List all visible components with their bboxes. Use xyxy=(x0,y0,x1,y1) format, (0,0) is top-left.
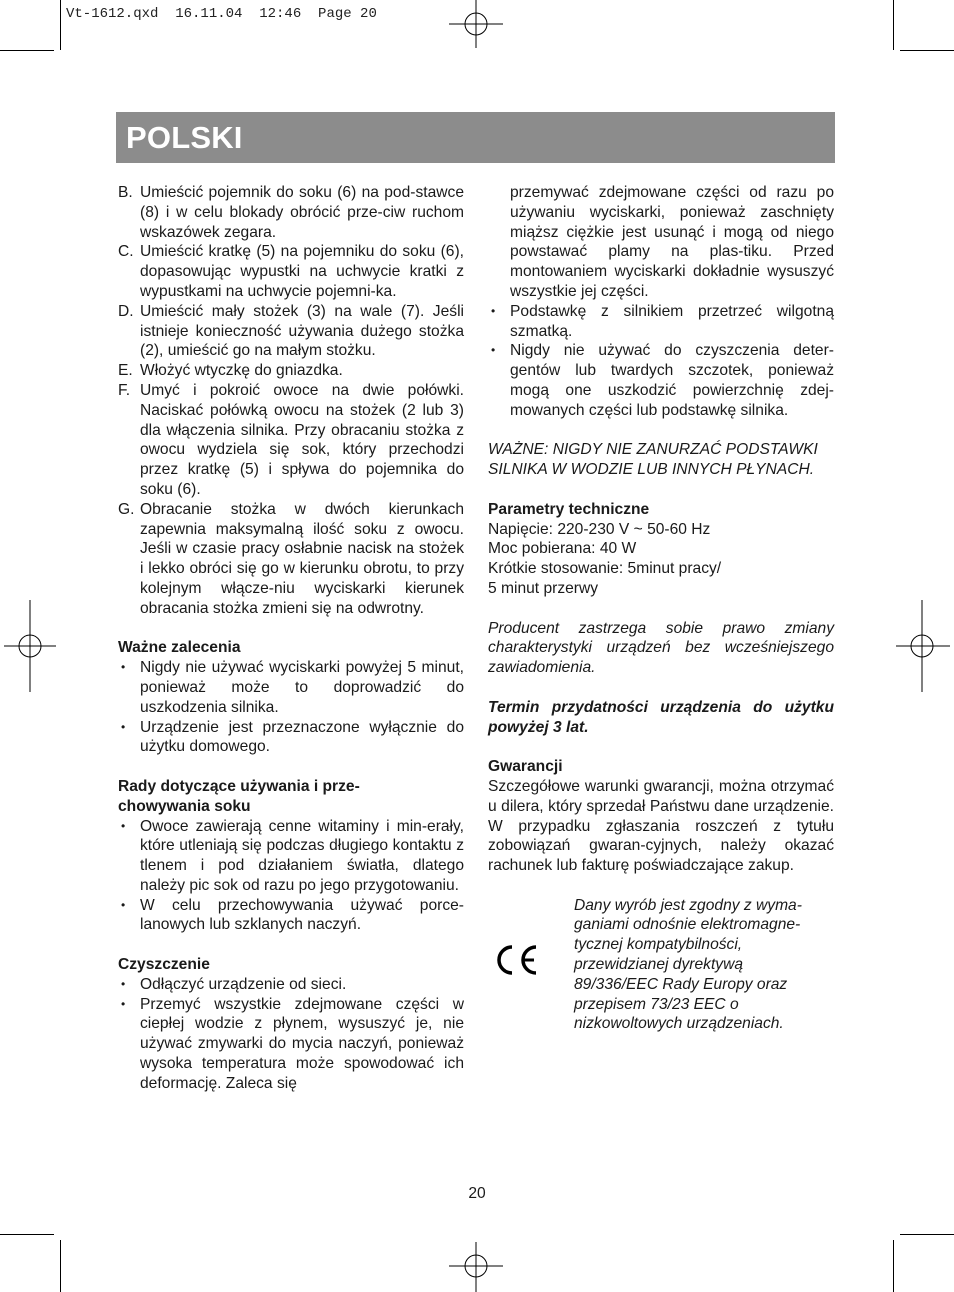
step-f: F. Umyć i pokroić owoce na dwie połówki. Naciskać połówką owocu na stożek (2 lub 3) dla włączenia silnika. Przy obracaniu stożka z owocu wydziela się sok, który przechodzi przez kratkę (5) i spływa do pojemnika do soku (6). xyxy=(118,381,464,498)
step-g: G. Obracanie stożka w dwóch kierunkach zapewnia maksymalną ilość soku z owocu. Jeśli w czasie pracy osłabnie nacisk na stożek i lekko obróci się go w kierunku obrotu, to przy kolejnym włącze-niu wyciskarki kierunek obracania stożka zmieni się na odwrotny. xyxy=(118,500,464,617)
page-number: 20 xyxy=(468,1185,486,1202)
registration-mark-left xyxy=(0,600,60,692)
file-slug: Vt-1612.qxd 16.11.04 12:46 Page 20 xyxy=(66,6,377,22)
crop-mark xyxy=(900,50,954,51)
section-banner xyxy=(116,112,835,163)
left-column xyxy=(118,183,464,1094)
list-item-continued: przemywać zdejmowane części od razu po używaniu wyciskarki, ponieważ zaschnięty miąższ ciężkie jest usunąć i mogą od niego powstawać plamy na plas-tiku. Przed montowaniem wyciskarki dokładnie wysuszyć wszystkie jej części. xyxy=(510,184,834,300)
heading-parametry: Parametry techniczne xyxy=(488,500,650,518)
warranty-text: Szczegółowe warunki gwarancji, można otrzymać u dilera, który sprzedał Państwu dane urządzenie. W przypadku zgłaszania roszczeń z tytułu zobowiązań gwaran-cyjnych, należy okazać rachunek lub fakturę poświadczające zakup. xyxy=(488,777,834,875)
list-item: • Nigdy nie używać do czyszczenia deter-gentów lub twardych szczotek, ponieważ mogą one uszkodzić powierzchnię zdej-mowanych części lub podstawkę silnika. xyxy=(491,342,834,419)
list-item: • W celu przechowywania używać porce-lanowych lub szklanych naczyń. xyxy=(121,896,464,934)
list-item: • Nigdy nie używać wyciskarki powyżej 5 minut, ponieważ może to doprowadzić do uszkodzenia silnika. xyxy=(121,659,464,716)
warning-text: WAŻNE: NIGDY NIE ZANURZAĆ PODSTAWKI SILNIKA W WODZIE LUB INNYCH PŁYNACH. xyxy=(488,441,818,479)
ce-compliance-block xyxy=(488,896,834,1036)
heading-czyszczenie: Czyszczenie xyxy=(118,956,210,974)
crop-mark xyxy=(0,50,54,51)
crop-mark xyxy=(60,1240,61,1292)
list-item: • Odłączyć urządzenie od sieci. xyxy=(121,975,347,993)
spec-line: Krótkie stosowanie: 5minut pracy/ xyxy=(488,560,722,578)
registration-mark-right xyxy=(894,600,954,692)
spec-line: Napięcie: 220-230 V ~ 50-60 Hz xyxy=(488,520,711,538)
manufacturer-note: Producent zastrzega sobie prawo zmiany charakterystyki urządzeń bez wcześniejszego zawiadomienia. xyxy=(488,619,834,677)
list-item: • Podstawkę z silnikiem przetrzeć wilgotną szmatką. xyxy=(491,302,834,340)
list-item: • Owoce zawierają cenne witaminy i min-erały, które utleniają się podczas długiego kontaktu z tlenem i pod działaniem światła, dlatego należy pic sok od razu po jego przygotowaniu. xyxy=(121,817,464,894)
list-item: • Urządzenie jest przeznaczone wyłącznie do użytku domowego. xyxy=(121,718,464,756)
banner-title: POLSKI xyxy=(126,120,243,155)
crop-mark xyxy=(60,0,61,50)
crop-mark xyxy=(893,1240,894,1292)
right-column xyxy=(488,183,834,1036)
ce-compliance-text: Dany wyrób jest zgodny z wyma- ganiami odnośnie elektromagne- tycznej kompatybilności, przewidzianej dyrektywą 89/336/EEC Rady Europy oraz przepisem 73/23 EEC o nizkowoltowych urządzeniach. xyxy=(574,896,802,1033)
registration-mark-top xyxy=(447,0,505,48)
crop-mark xyxy=(900,1234,954,1235)
spec-line: 5 minut przerwy xyxy=(488,579,599,597)
heading-wazne-zalecenia: Ważne zalecenia xyxy=(118,639,241,657)
list-item: • Przemyć wszystkie zdejmowane części w ciepłej wodzie z płynem, wysuszyć je, nie używać zmywarki do mycia naczyń, ponieważ wysoka temperatura może spowodować ich deformację. Zaleca się xyxy=(121,995,464,1092)
crop-mark xyxy=(893,0,894,50)
service-life-note: Termin przydatności urządzenia do użytku powyżej 3 lat. xyxy=(488,698,834,736)
spec-line: Moc pobierana: 40 W xyxy=(488,540,637,558)
ce-mark-icon xyxy=(492,942,540,978)
heading-rady: Rady dotyczące używania i prze- chowywania soku xyxy=(118,777,360,815)
crop-mark xyxy=(0,1234,54,1235)
step-e: E. Włożyć wtyczkę do gniazdka. xyxy=(118,362,343,380)
heading-gwarancji: Gwarancji xyxy=(488,758,563,776)
registration-mark-bottom xyxy=(447,1242,505,1292)
step-b: B. Umieścić pojemnik do soku (6) na pod-stawce (8) i w celu blokady obrócić prze-ciw ruchom wskazówek zegara. xyxy=(118,184,464,241)
step-d: D. Umieścić mały stożek (3) na wale (7). Jeśli istnieje konieczność używania dużego stożka (2), umieścić go na małym stożku. xyxy=(118,302,464,360)
step-c: C. Umieścić kratkę (5) na pojemniku do soku (6), dopasowując wypustki na uchwycie kratki z wypustkami na uchwycie pojemni-ka. xyxy=(118,243,464,300)
